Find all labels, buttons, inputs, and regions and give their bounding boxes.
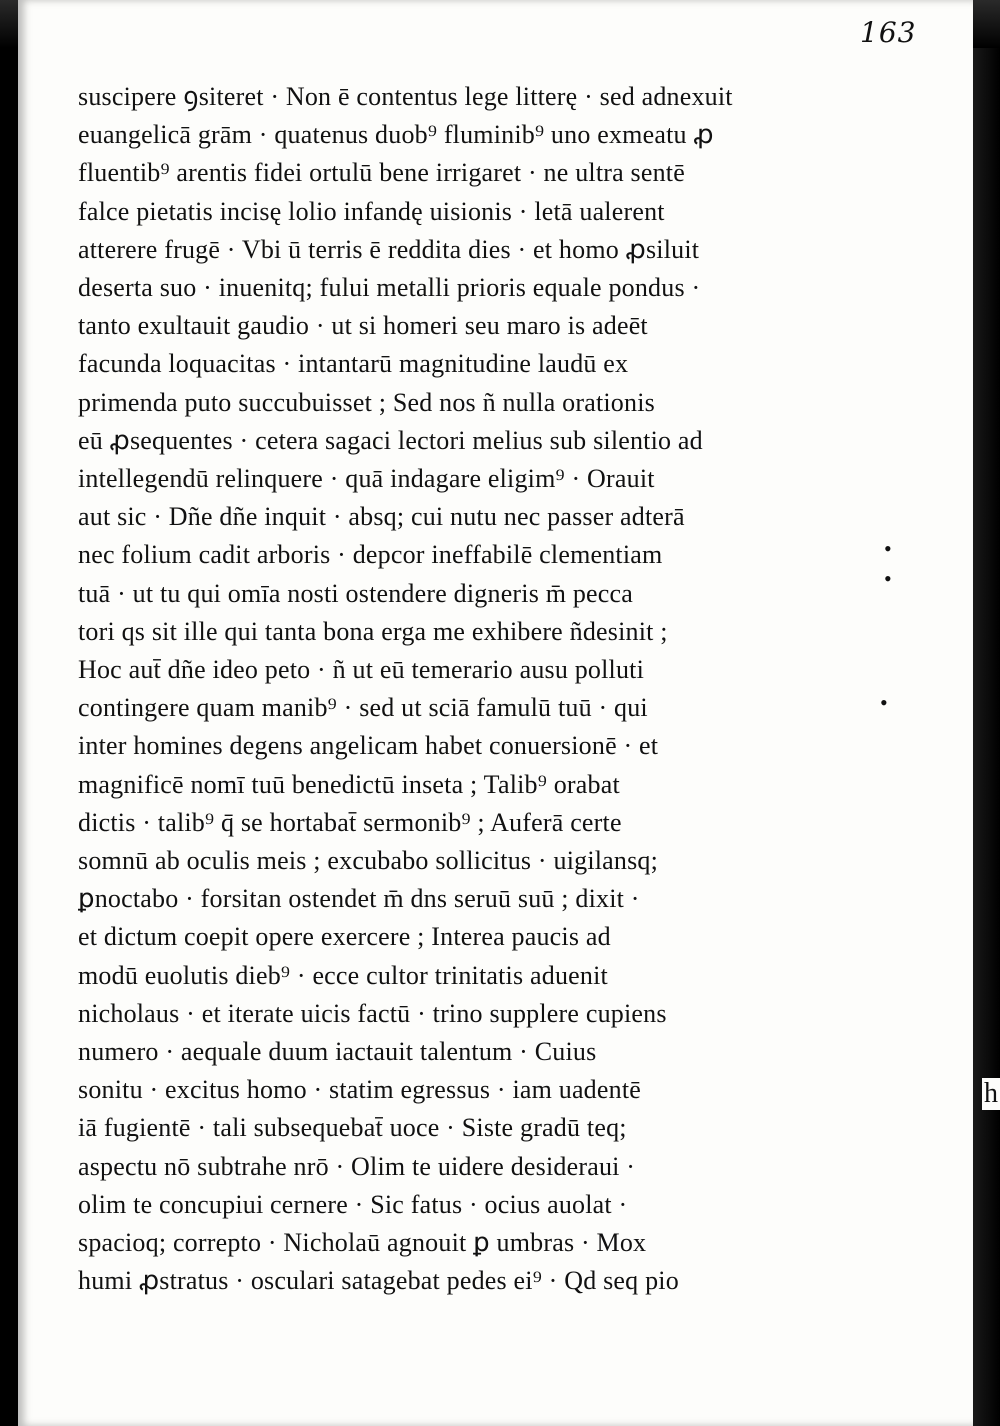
margin-dot: • bbox=[880, 690, 888, 715]
text-line: sonitu · excitus homo · statim egressus · iam uadentē bbox=[78, 1075, 641, 1105]
text-line: aut sic · Dñe dñe inquit · absq; cui nutu nec passer adterā bbox=[78, 502, 685, 532]
text-line: deserta suo · inuenitq; fului metalli prioris equale pondus · bbox=[78, 273, 701, 303]
text-line: primenda puto succubuisset ; Sed nos ñ nulla orationis bbox=[78, 387, 655, 417]
text-line: modū euolutis dieb⁹ · ecce cultor trinitatis aduenit bbox=[78, 960, 608, 990]
text-line: contingere quam manib⁹ · sed ut sciā famulū tuū · qui bbox=[78, 693, 648, 723]
scan-background-right bbox=[972, 0, 1000, 1426]
text-line: atterere frugē · Vbi ū terris ē reddita dies · et homo ꝓsiluit bbox=[78, 234, 700, 264]
text-line: iā fugientē · tali subsequebat̄ uoce · Siste gradū teq; bbox=[78, 1113, 627, 1143]
text-line: inter homines degens angelicam habet conuersionē · et bbox=[78, 731, 659, 761]
text-line: spacioq; correpto · Nicholaū agnouit ꝑ umbras · Mox bbox=[78, 1228, 647, 1258]
text-line: tanto exultauit gaudio · ut si homeri seu maro is adeēt bbox=[78, 311, 648, 341]
text-line: humi ꝓstratus · osculari satagebat pedes ei⁹ · Qd seq pio bbox=[78, 1266, 679, 1296]
text-line: intellegendū relinquere · quā indagare eligim⁹ · Orauit bbox=[78, 464, 655, 494]
folio-number: 163 bbox=[860, 16, 917, 49]
margin-dot: • bbox=[884, 536, 892, 561]
text-line: nicholaus · et iterate uicis factū · trino supplere cupiens bbox=[78, 998, 667, 1028]
margin-dot: • bbox=[884, 566, 892, 591]
text-line: et dictum coepit opere exercere ; Interea paucis ad bbox=[78, 922, 611, 952]
text-line: eū ꝓsequentes · cetera sagaci lectori melius sub silentio ad bbox=[78, 425, 703, 455]
text-line: Hoc aut̄ dñe ideo peto · ñ ut eū temerario ausu polluti bbox=[78, 655, 645, 685]
manuscript-text bbox=[78, 78, 858, 1301]
text-line: nec folium cadit arboris · depcor ineffabilē clementiam bbox=[78, 540, 663, 570]
text-line: numero · aequale duum iactauit talentum · Cuius bbox=[78, 1037, 597, 1067]
text-line: aspectu nō subtrahe nrō · Olim te uidere desideraui · bbox=[78, 1151, 636, 1181]
text-line: magnificē nomī tuū benedictū inseta ; Talib⁹ orabat bbox=[78, 769, 620, 799]
text-line: olim te concupiui cernere · Sic fatus · ocius auolat · bbox=[78, 1189, 628, 1219]
text-line: dictis · talib⁹ q̄ se hortabat̄ sermonib⁹ ; Auferā certe bbox=[78, 807, 622, 837]
text-line: fluentib⁹ arentis fidei ortulū bene irrigaret · ne ultra sentē bbox=[78, 158, 685, 188]
text-line: facunda loquacitas · intantarū magnitudine laudū ex bbox=[78, 349, 629, 379]
text-line: falce pietatis incisę lolio infandę uisionis · letā ualerent bbox=[78, 196, 665, 226]
text-line: euangelicā grām · quatenus duob⁹ fluminib⁹ uno exmeatu ꝓ bbox=[78, 120, 714, 150]
text-line: suscipere ꝯsiteret · Non ē contentus lege litterę · sed adnexuit bbox=[78, 82, 733, 111]
text-line: somnū ab oculis meis ; excubabo sollicitus · uigilansq; bbox=[78, 846, 659, 876]
margin-fragment: h bbox=[984, 1078, 998, 1109]
text-line: tori qs sit ille qui tanta bona erga me exhibere ñdesinit ; bbox=[78, 616, 668, 646]
text-line: ꝑnoctabo · forsitan ostendet m̄ dns seruū suū ; dixit · bbox=[78, 884, 640, 914]
text-line: tuā · ut tu qui omīa nosti ostendere digneris m̄ pecca bbox=[78, 578, 634, 608]
